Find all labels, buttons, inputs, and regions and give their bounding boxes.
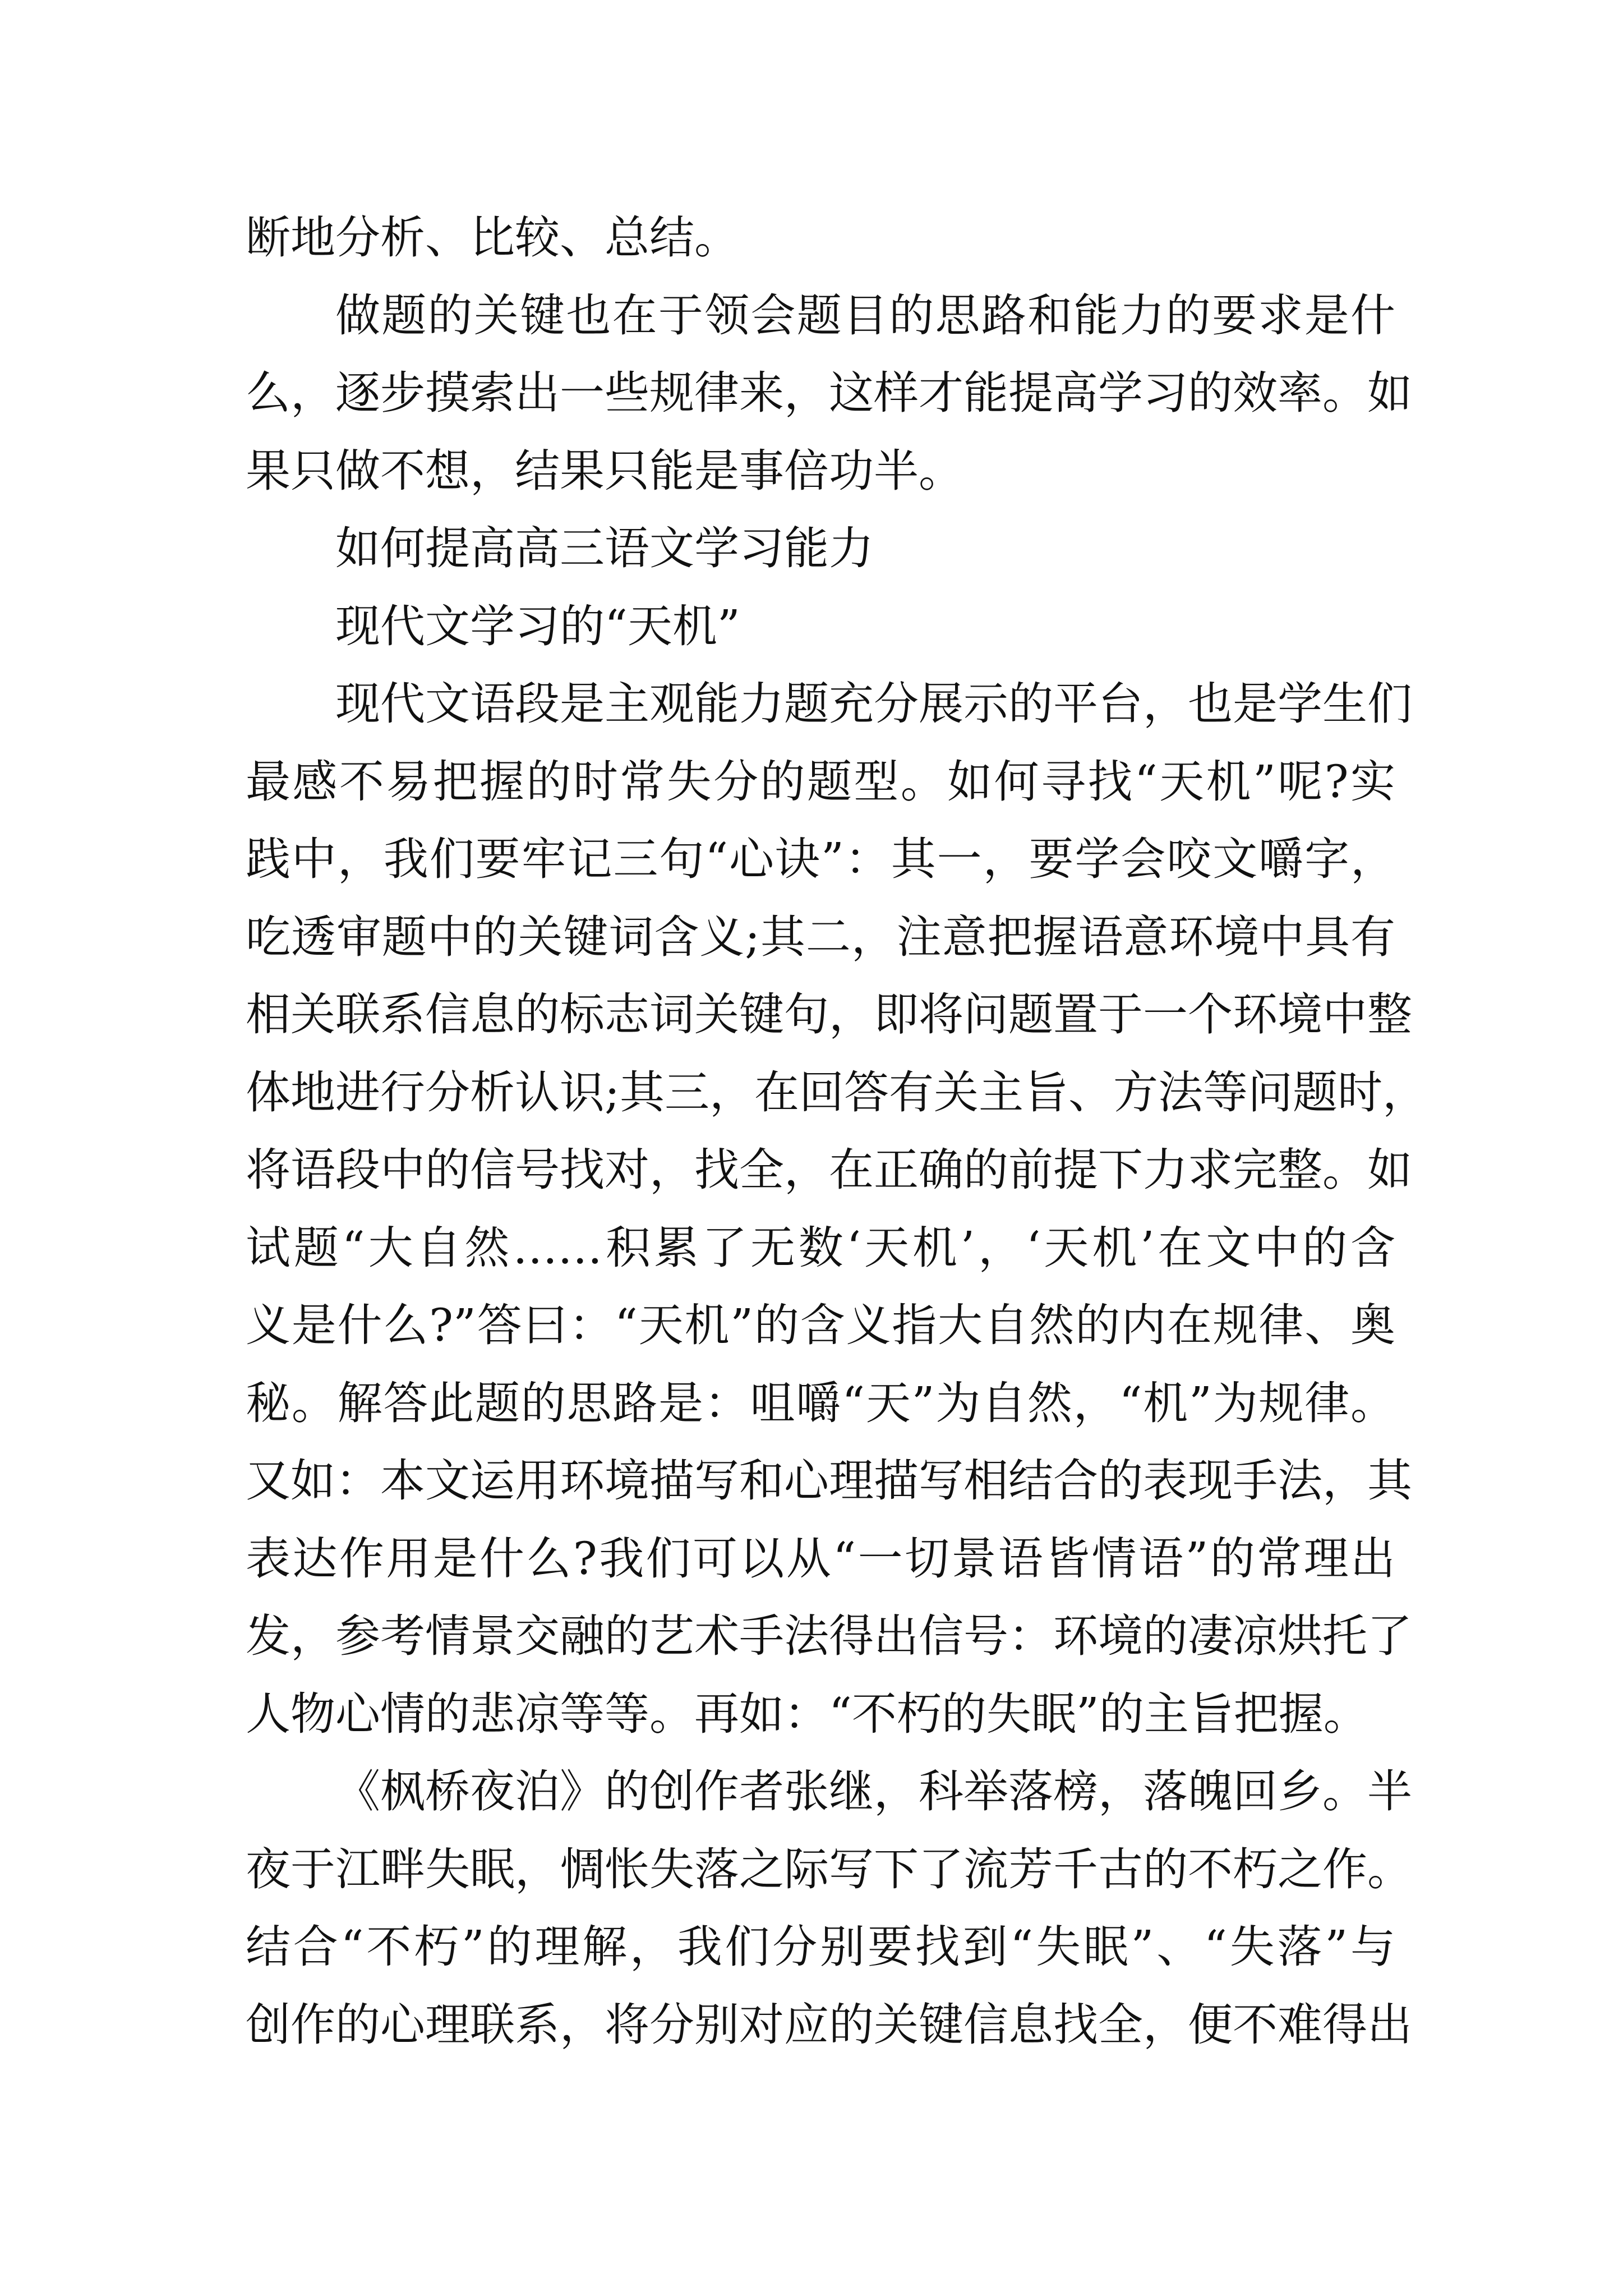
text-line: 果只做不想，结果只能是事倍功半。	[246, 444, 963, 497]
section-subheading: 现代文学习的“天机”	[335, 600, 740, 652]
text-line: 人物心情的悲凉等等。再如：“不朽的失眠”的主旨把握。	[246, 1687, 1368, 1740]
text-line: 做题的关键也在于领会题目的思路和能力的要求是什	[335, 289, 1395, 342]
text-line: 吃透审题中的关键词含义;其二，注意把握语意环境中具有	[246, 910, 1395, 963]
text-line: 《枫桥夜泊》的创作者张继，科举落榜，落魄回乡。半	[335, 1765, 1412, 1818]
text-line: 结合“不朽”的理解，我们分别要找到“失眠”、“失落”与	[246, 1921, 1395, 1973]
text-line: 体地进行分析认识;其三，在回答有关主旨、方法等问题时，	[246, 1066, 1427, 1119]
text-line: 义是什么?”答曰：“天机”的含义指大自然的内在规律、奥	[246, 1299, 1395, 1351]
text-line: 么，逐步摸索出一些规律来，这样才能提高学习的效率。如	[246, 367, 1412, 419]
text-line: 表达作用是什么?我们可以从“一切景语皆情语”的常理出	[246, 1532, 1395, 1585]
text-line: 现代文语段是主观能力题充分展示的平台，也是学生们	[335, 678, 1412, 730]
text-line: 断地分析、比较、总结。	[246, 211, 739, 264]
document-body	[246, 199, 1427, 2064]
text-line: 试题“大自然……积累了无数‘天机’，‘天机’在文中的含	[246, 1221, 1395, 1274]
text-line: 践中，我们要牢记三句“心诀”：其一，要学会咬文嚼字，	[246, 833, 1395, 885]
text-line: 发，参考情景交融的艺术手法得出信号：环境的凄凉烘托了	[246, 1610, 1412, 1662]
text-line: 又如：本文运用环境描写和心理描写相结合的表现手法，其	[246, 1455, 1412, 1507]
text-line: 夜于江畔失眠，惆怅失落之际写下了流芳千古的不朽之作。	[246, 1843, 1412, 1895]
text-line: 创作的心理联系，将分别对应的关键信息找全，便不难得出	[246, 1998, 1412, 2051]
section-heading: 如何提高高三语文学习能力	[335, 522, 874, 574]
text-line: 最感不易把握的时常失分的题型。如何寻找“天机”呢?实	[246, 755, 1395, 808]
text-line: 秘。解答此题的思路是：咀嚼“天”为自然，“机”为规律。	[246, 1377, 1395, 1429]
text-line: 将语段中的信号找对，找全，在正确的前提下力求完整。如	[246, 1144, 1412, 1196]
text-line: 相关联系信息的标志词关键句，即将问题置于一个环境中整	[246, 988, 1412, 1041]
